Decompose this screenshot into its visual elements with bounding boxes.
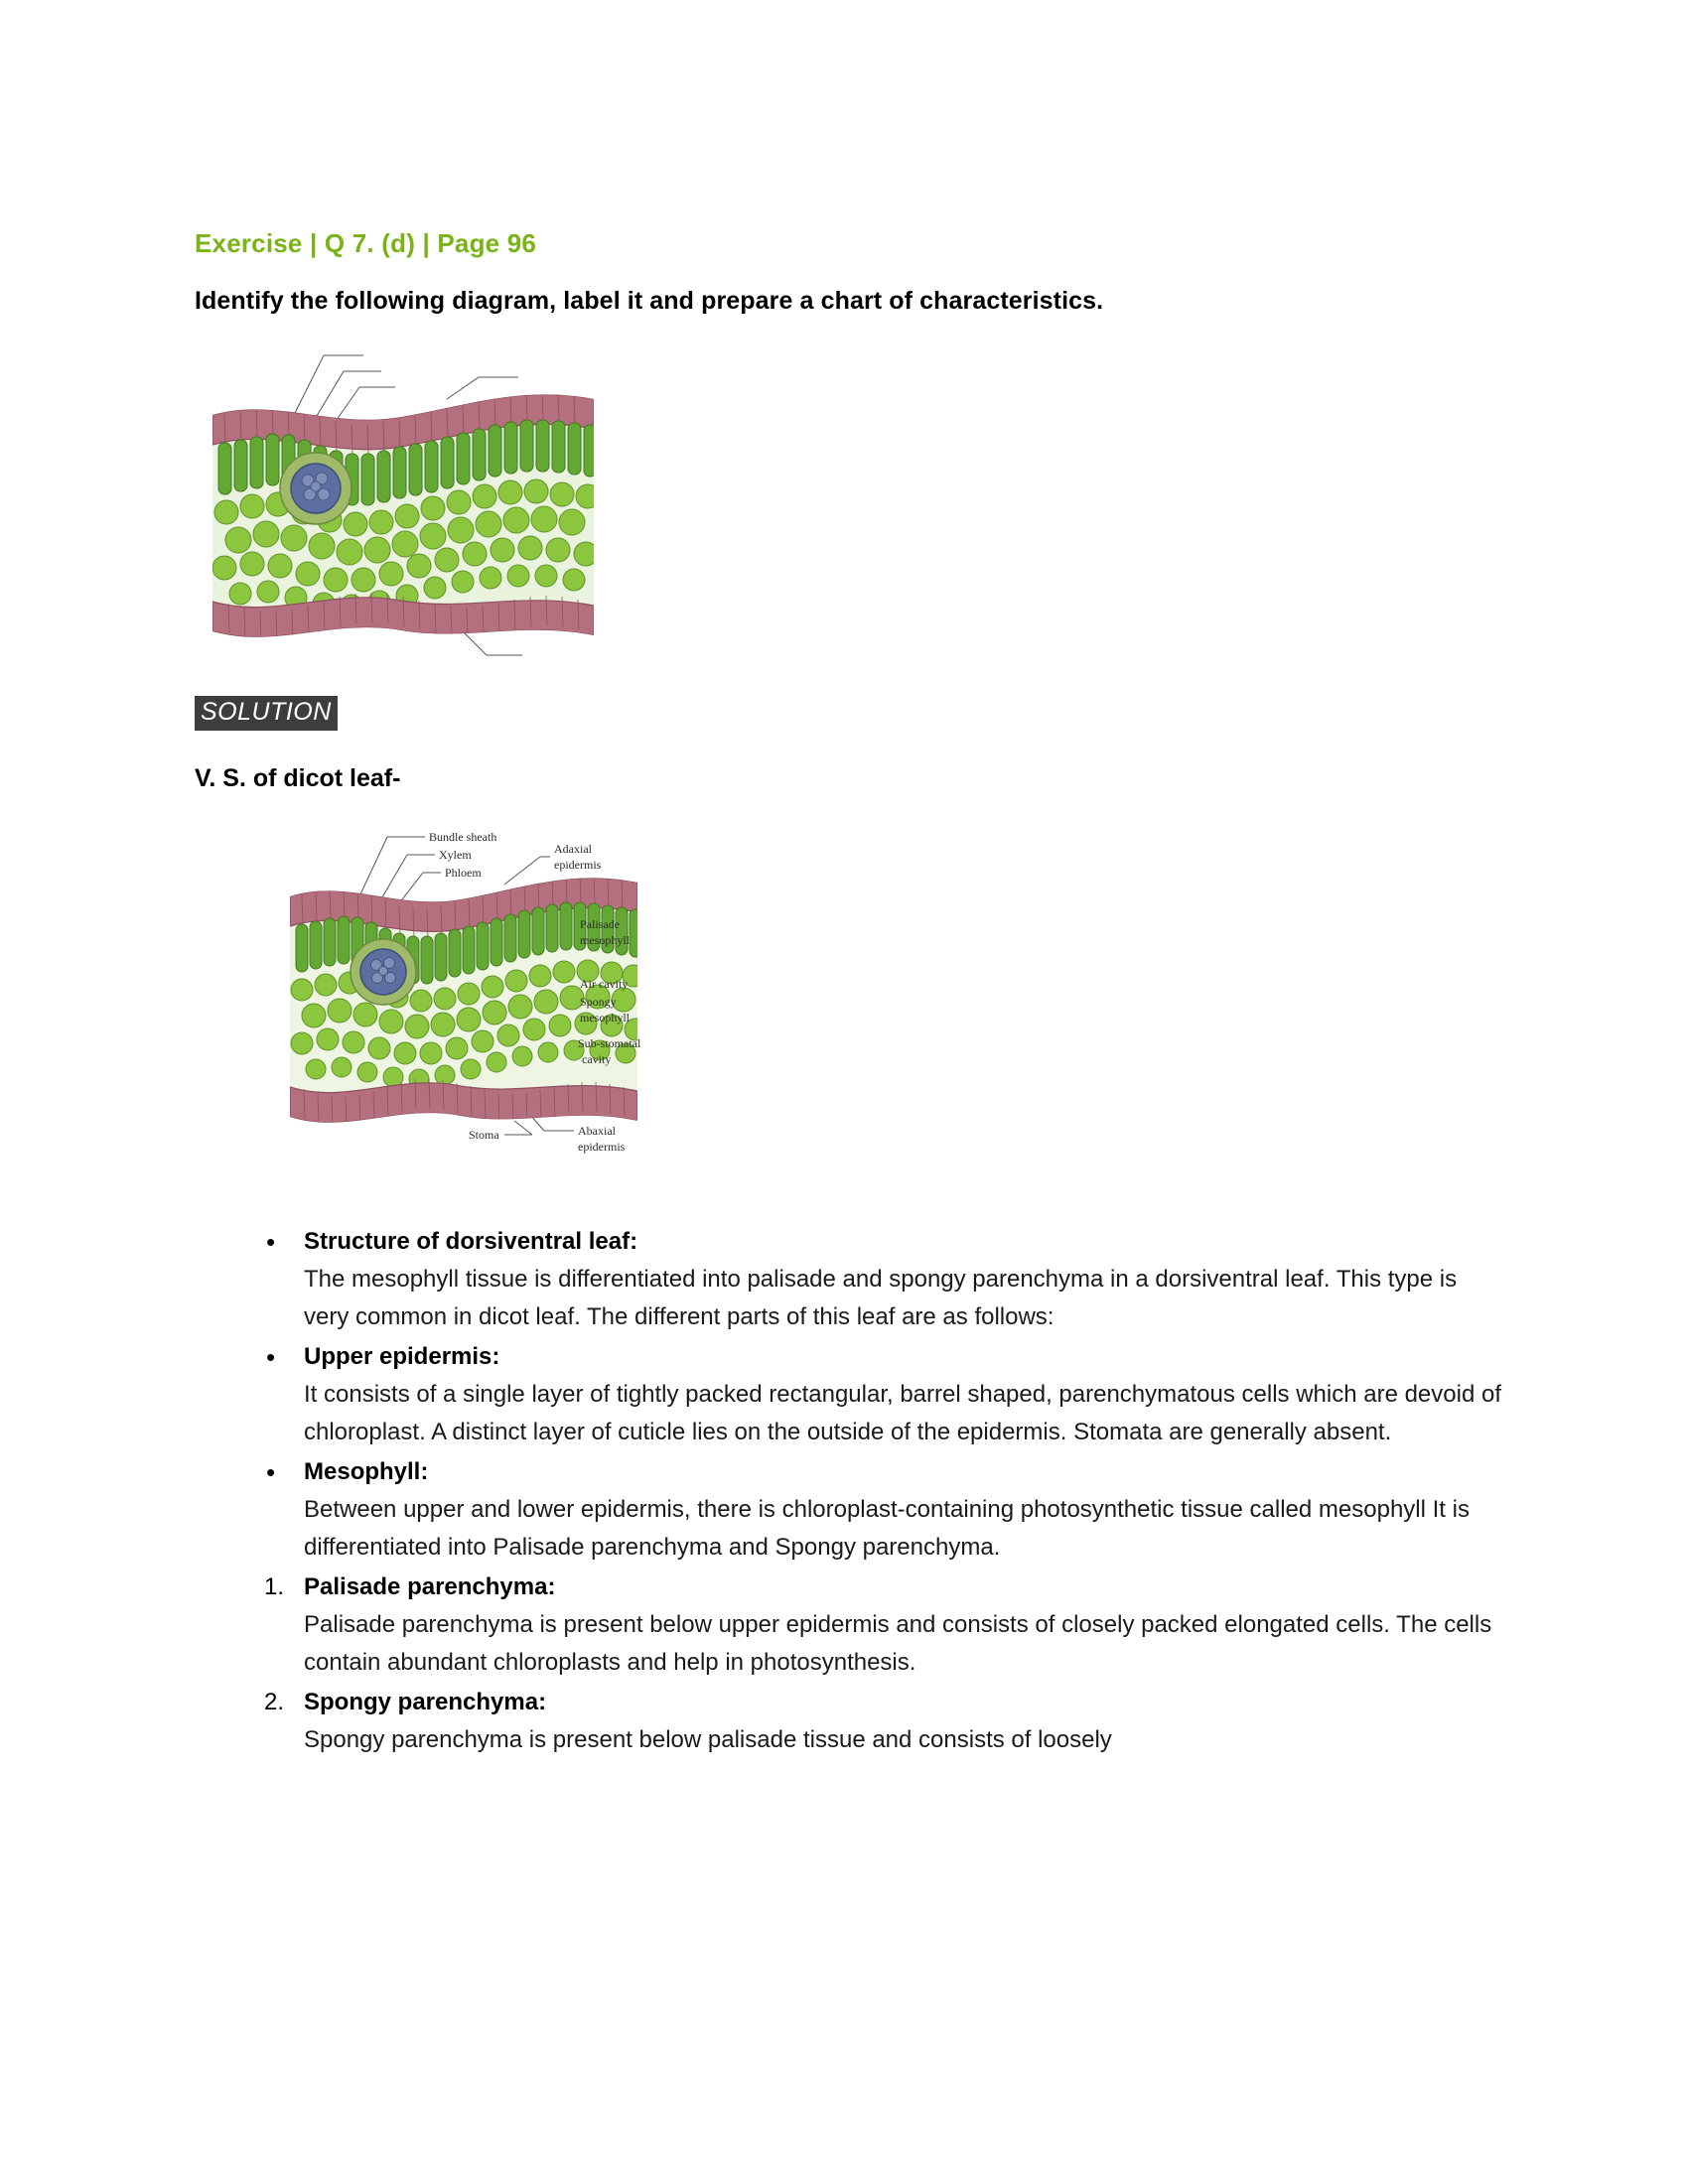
list-item-text: Palisade parenchyma is present below upper epidermis and consists of closely packed elongated cells. The cells contain abundant chloroplasts and help in photosynthesis. xyxy=(304,1611,1492,1676)
list-item xyxy=(246,1684,1505,1759)
list-item-title: Structure of dorsiventral leaf: xyxy=(304,1228,638,1255)
label-spongy-mesophyll: mesophyll xyxy=(580,1011,630,1024)
label-sub-stomatal-cavity: cavity xyxy=(582,1052,612,1066)
exercise-heading: Exercise | Q 7. (d) | Page 96 xyxy=(195,228,537,258)
list-item-body xyxy=(304,1223,1505,1336)
characteristics-list xyxy=(246,1223,1505,1759)
list-item xyxy=(246,1569,1505,1682)
list-marker: 2. xyxy=(264,1689,285,1715)
label-xylem: Xylem xyxy=(439,848,472,862)
list-marker: • xyxy=(266,1457,276,1487)
label-adaxial-epidermis: epidermis xyxy=(554,858,602,872)
label-bundle-sheath: Bundle sheath xyxy=(429,830,497,844)
label-adaxial: Adaxial xyxy=(554,842,592,856)
list-marker: • xyxy=(266,1342,276,1372)
list-item xyxy=(246,1338,1505,1451)
list-item-title: Palisade parenchyma: xyxy=(304,1573,556,1600)
list-item-body xyxy=(304,1453,1505,1567)
list-item-text: The mesophyll tissue is differentiated into palisade and spongy parenchyma in a dorsiventral leaf. This type is very common in dicot leaf. The different parts of this leaf are as follows: xyxy=(304,1266,1458,1330)
list-item-title: Spongy parenchyma: xyxy=(304,1689,547,1715)
list-item-title: Mesophyll: xyxy=(304,1458,429,1485)
label-abaxial-epidermis: epidermis xyxy=(578,1140,626,1154)
label-air-cavity: Air cavity xyxy=(580,977,629,991)
list-marker: • xyxy=(266,1227,276,1257)
list-item-text: Between upper and lower epidermis, there is chloroplast-containing photosynthetic tissue called mesophyll It is differentiated into Palisade parenchyma and Spongy parenchyma. xyxy=(304,1496,1470,1561)
question-text: Identify the following diagram, label it and prepare a chart of characteristics. xyxy=(195,287,1104,315)
list-item xyxy=(246,1223,1505,1336)
list-item-body xyxy=(304,1569,1505,1682)
list-item-title: Upper epidermis: xyxy=(304,1343,500,1370)
label-palisade: Palisade xyxy=(580,917,620,931)
leaf-diagram-bottom-svg xyxy=(284,805,721,1192)
document-content xyxy=(195,228,1505,1761)
leaf-cross-section-labelled-figure xyxy=(284,805,1505,1197)
leaf-diagram-top-svg xyxy=(205,338,602,665)
list-item-body xyxy=(304,1338,1505,1451)
solution-title: V. S. of dicot leaf- xyxy=(195,764,401,792)
list-item-text: It consists of a single layer of tightly packed rectangular, barrel shaped, parenchymatous cells which are devoid of chloroplast. A distinct layer of cuticle lies on the outside of the epidermis. Stomata are generally absent. xyxy=(304,1381,1501,1445)
list-item-text: Spongy parenchyma is present below palisade tissue and consists of loosely xyxy=(304,1726,1112,1753)
label-spongy: Spongy xyxy=(580,995,617,1009)
label-palisade-mesophyll: mesophyll xyxy=(580,933,630,947)
solution-badge: SOLUTION xyxy=(195,696,338,731)
list-marker: 1. xyxy=(264,1573,285,1600)
label-sub-stomatal: Sub-stomatal xyxy=(578,1036,641,1050)
list-item xyxy=(246,1453,1505,1567)
label-stoma: Stoma xyxy=(469,1128,499,1142)
leaf-cross-section-unlabelled-figure xyxy=(205,338,1505,670)
label-abaxial: Abaxial xyxy=(578,1124,616,1138)
label-phloem: Phloem xyxy=(445,866,482,880)
list-item-body xyxy=(304,1684,1505,1759)
